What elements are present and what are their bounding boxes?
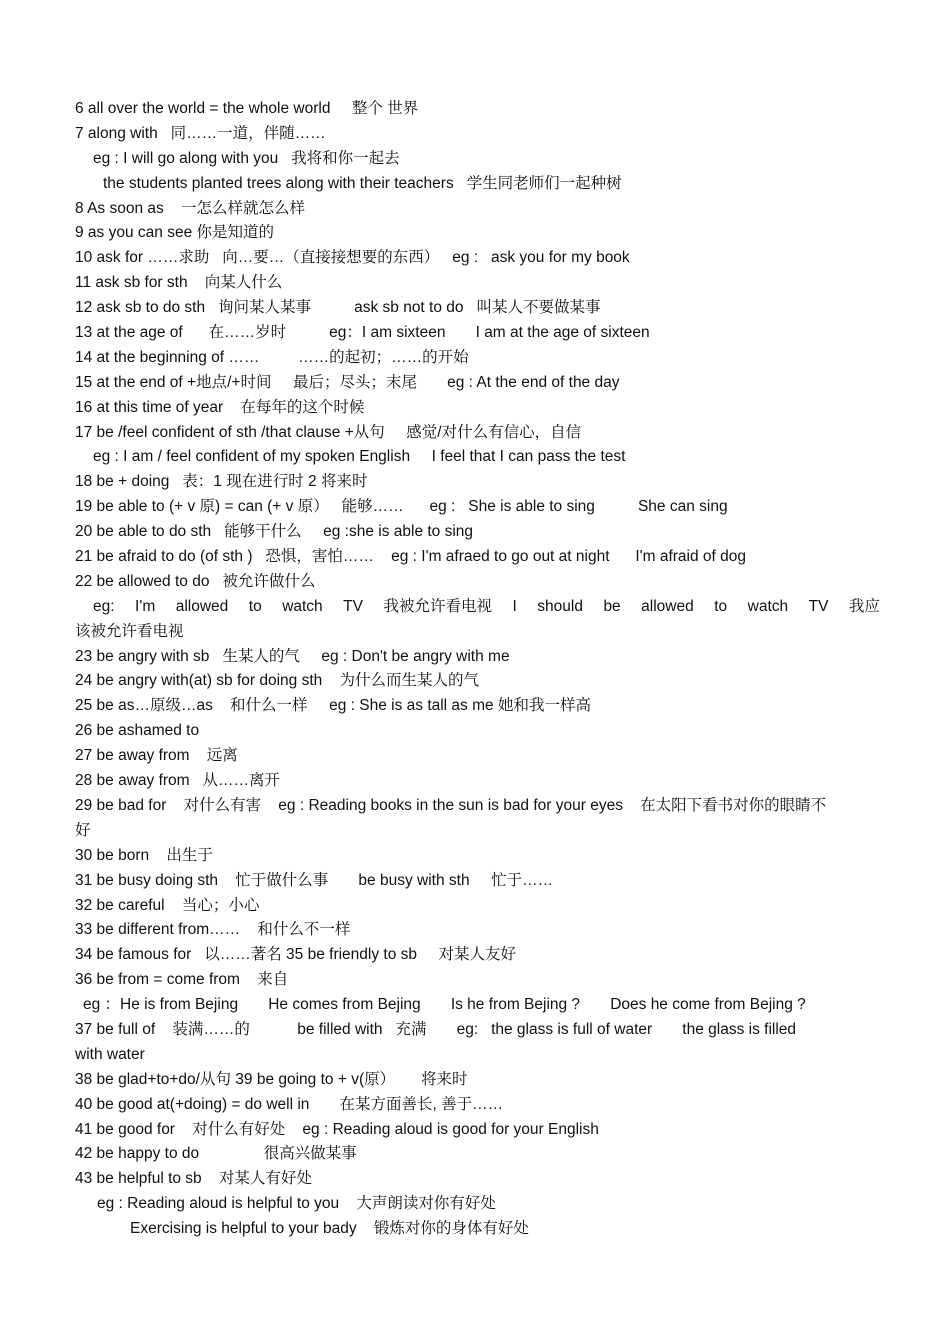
text-line: 38 be glad+to+do/从句 39 be going to + v(原） 将来时 [75,1070,468,1088]
word: watch [747,597,789,615]
text-line: 40 be good at(+doing) = do well in 在某方面善长, 善于…… [75,1095,504,1113]
word: I'm [135,597,156,615]
example-line: eg : Reading aloud is helpful to you 大声朗读对你有好处 [97,1195,496,1213]
text-line: 17 be /feel confident of sth /that clause +从句 感觉/对什么有信心，自信 [75,423,582,441]
word: should [537,597,583,615]
text-line: 10 ask for ……求助 向…要…（直接接想要的东西） eg : ask you for my book [75,249,630,267]
text-line: 30 be born 出生于 [75,846,213,864]
word: be [603,597,621,615]
example-line: eg : I am / feel confident of my spoken English I feel that I can pass the test [93,448,626,466]
text-line: 25 be as…原级…as 和什么一样 eg : She is as tall as me 她和我一样高 [75,697,591,715]
text-line: 42 be happy to do 很高兴做某事 [75,1145,357,1163]
text-line: 15 at the end of +地点/+时间 最后；尽头；末尾 eg : At the end of the day [75,373,620,391]
text-line: 32 be careful 当心；小心 [75,896,260,914]
text-line: 9 as you can see 你是知道的 [75,224,274,242]
word: TV [343,597,363,615]
text-line: 19 be able to (+ v 原) = can (+ v 原） 能够…… eg : She is able to sing She can sing [75,498,728,516]
text-line: 16 at this time of year 在每年的这个时候 [75,398,365,416]
text-line: 该被允许看电视 [75,622,184,640]
text-line: 20 be able to do sth 能够干什么 eg :she is able to sing [75,523,474,541]
word: I [512,597,517,615]
word: allowed [641,597,694,615]
text-line: 22 be allowed to do 被允许做什么 [75,572,316,590]
text-line: 11 ask sb for sth 向某人什么 [75,274,283,292]
text-line: 37 be full of 装满……的 be filled with 充满 eg: the glass is full of water the glass is filled [75,1020,797,1038]
text-line: 27 be away from 远离 [75,747,238,765]
word: allowed [175,597,229,615]
word: 我应 [848,597,880,615]
text-line: 6 all over the world = the whole world 整个 世界 [75,100,419,117]
phrase-list [75,97,880,1242]
text-line: 23 be angry with sb 生某人的气 eg : Don't be angry with me [75,647,510,665]
word: to [248,597,262,615]
text-line: 14 at the beginning of …… ……的起初；……的开始 [75,348,469,366]
example-line: eg : I will go along with you 我将和你一起去 [93,149,400,167]
text-line: 13 at the age of 在……岁时 eg：I am sixteen I am at the age of sixteen [75,324,650,342]
example-line: the students planted trees along with their teachers 学生同老师们一起种树 [103,174,622,192]
text-line: 31 be busy doing sth 忙于做什么事 be busy with sth 忙于…… [75,871,554,889]
text-line: 好 [75,821,91,839]
word: to [714,597,728,615]
example-line: Exercising is helpful to your bady 锻炼对你的身体有好处 [130,1220,529,1238]
text-line: 36 be from = come from 来自 [75,971,289,989]
text-line: 41 be good for 对什么有好处 eg : Reading aloud is good for your English [75,1120,599,1138]
word: eg: [93,597,115,615]
justified-example-line [75,595,880,620]
text-line: 12 ask sb to do sth 询问某人某事 ask sb not to do 叫某人不要做某事 [75,299,601,317]
text-line: 24 be angry with(at) sb for doing sth 为什么而生某人的气 [75,672,479,690]
text-line: 33 be different from…… 和什么不一样 [75,921,351,939]
word: TV [808,597,829,615]
word: 我被允许看电视 [383,597,492,615]
text-line: 21 be afraid to do (of sth ) 恐惧，害怕…… eg : I'm afraed to go out at night I'm afraid of dog [75,548,747,566]
example-line: eg ：He is from Bejing He comes from Bejing Is he from Bejing ? Does he come from Bejing ? [83,996,806,1014]
text-line: 26 be ashamed to [75,722,200,740]
text-line: with water [75,1045,145,1063]
text-line: 28 be away from 从……离开 [75,772,281,790]
text-line: 43 be helpful to sb 对某人有好处 [75,1170,312,1188]
text-line: 29 be bad for 对什么有害 eg : Reading books in the sun is bad for your eyes 在太阳下看书对你的眼睛不 [75,796,827,814]
text-line: 18 be + doing 表：1 现在进行时 2 将来时 [75,473,368,491]
text-line: 8 As soon as 一怎么样就怎么样 [75,199,305,217]
word: watch [282,597,323,615]
text-line: 7 along with 同……一道，伴随…… [75,124,326,142]
text-line: 34 be famous for 以……著名 35 be friendly to sb 对某人友好 [75,946,517,964]
